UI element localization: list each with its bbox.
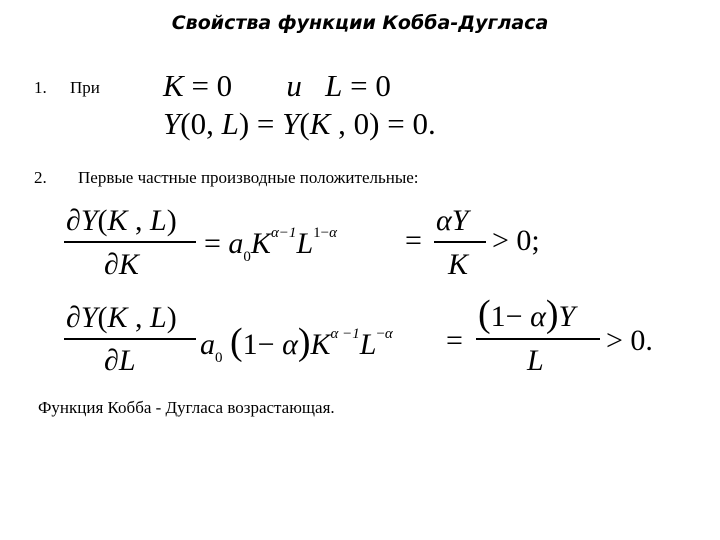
dk-inequality: > 0; bbox=[492, 224, 540, 257]
slide-title: Свойства функции Кобба-Дугласа bbox=[171, 12, 549, 34]
item-2-text: Первые частные производные положительные: bbox=[78, 168, 419, 187]
dk-right-fraction-line bbox=[434, 241, 486, 243]
dk-middle-expression: = $a_0K^{\alpha-1}L^{1-\alpha}$ bbox=[204, 225, 337, 265]
dl-fraction-line bbox=[64, 338, 196, 340]
dl-numerator: ∂Y(K , L) bbox=[66, 301, 177, 334]
condition-equation: K = 0 u L = 0 bbox=[163, 68, 391, 103]
item-1-number: 1. bbox=[34, 78, 47, 97]
dk-denominator: ∂K bbox=[104, 248, 139, 281]
dk-right-denominator: K bbox=[448, 248, 469, 281]
dl-denominator: ∂L bbox=[104, 344, 136, 377]
dk-fraction-line bbox=[64, 241, 196, 243]
conclusion-text: Функция Кобба - Дугласа возрастающая. bbox=[38, 398, 335, 417]
dk-equals: = bbox=[405, 224, 422, 257]
item-1-label: При bbox=[70, 78, 100, 97]
dl-equals: = bbox=[446, 324, 463, 357]
zero-output-equation: Y(0, L) = Y(K , 0) = 0. bbox=[163, 106, 436, 141]
dl-middle-expression: $a_0$ $(1- \alpha)K^{\alpha -1}L^{-\alpha}$ bbox=[200, 321, 393, 366]
dl-right-numerator: (1− α)Y bbox=[478, 293, 576, 335]
item-2-number: 2. bbox=[34, 168, 47, 187]
dl-right-fraction-line bbox=[476, 338, 600, 340]
dl-inequality: > 0. bbox=[606, 324, 653, 357]
dk-numerator: ∂Y(K , L) bbox=[66, 204, 177, 237]
dk-right-numerator: αY bbox=[436, 204, 469, 237]
dl-right-denominator: L bbox=[527, 344, 544, 377]
